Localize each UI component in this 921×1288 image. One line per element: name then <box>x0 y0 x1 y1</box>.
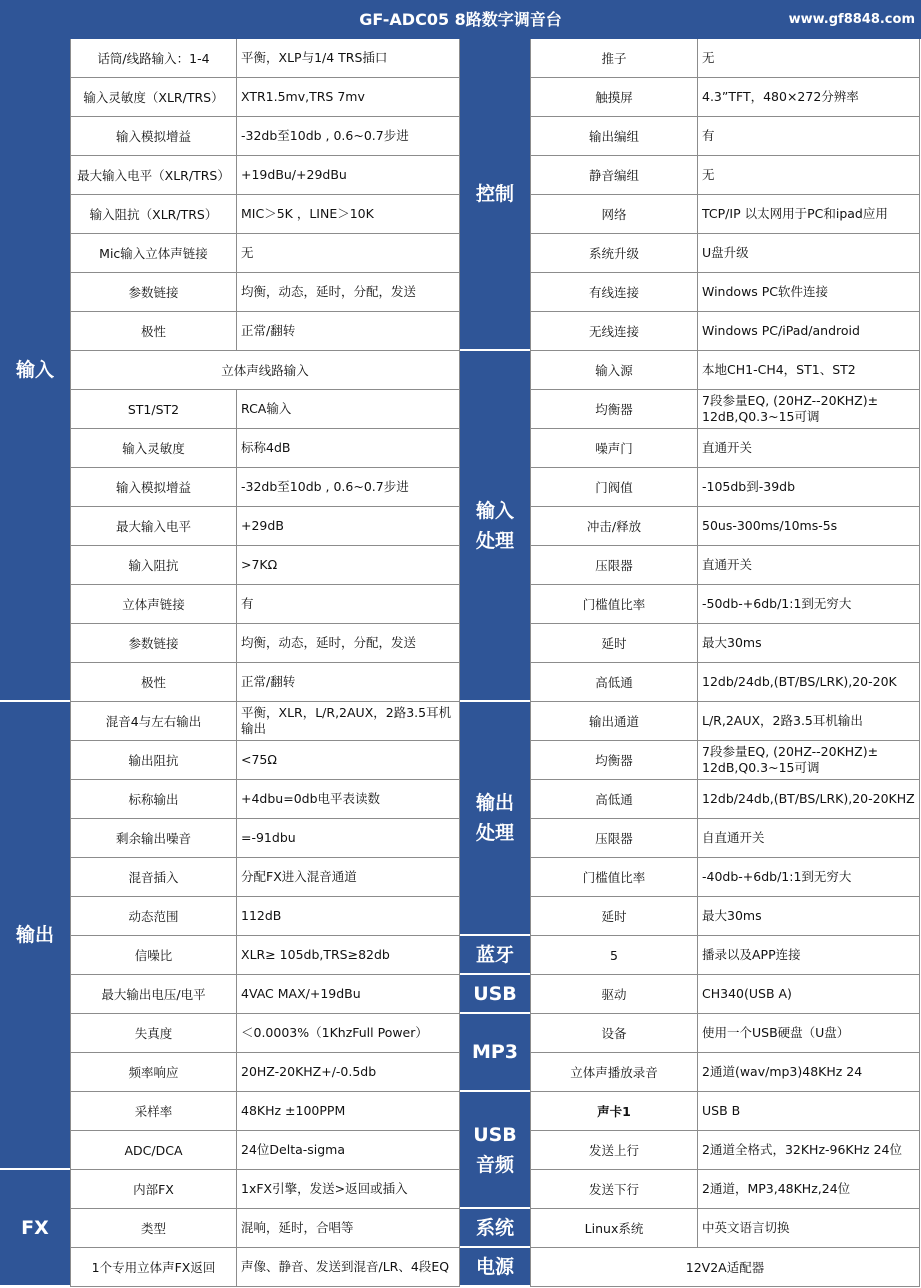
spec-value: 7段参量EQ, (20HZ--20KHZ)± 12dB,Q0.3~15可调 <box>697 390 920 429</box>
spec-value: RCA输入 <box>236 390 460 429</box>
spec-value: TCP/IP 以太网用于PC和ipad应用 <box>697 195 920 234</box>
spec-value: 均衡，动态，延时，分配，发送 <box>236 273 460 312</box>
spec-value: 20HZ-20KHZ+/-0.5db <box>236 1053 460 1092</box>
spec-value: +19dBu/+29dBu <box>236 156 460 195</box>
spec-label: ST1/ST2 <box>70 390 236 429</box>
spec-label: 压限器 <box>530 819 697 858</box>
spec-value: 2通道全格式，32KHz-96KHz 24位 <box>697 1131 920 1170</box>
spec-label: 内部FX <box>70 1170 236 1209</box>
spec-label: 最大输出电压/电平 <box>70 975 236 1014</box>
spec-value: -40db-+6db/1:1到无穷大 <box>697 858 920 897</box>
spec-value: 无 <box>697 156 920 195</box>
section-label: 蓝牙 <box>460 936 530 975</box>
spec-value: -50db-+6db/1:1到无穷大 <box>697 585 920 624</box>
spec-value: 正常/翻转 <box>236 663 460 702</box>
spec-value: XLR≥ 105db,TRS≥82db <box>236 936 460 975</box>
spec-label: 系统升级 <box>530 234 697 273</box>
website-url: www.gf8848.com <box>788 12 915 27</box>
spec-label: 1个专用立体声FX返回 <box>70 1248 236 1287</box>
spec-value: 2通道，MP3,48KHz,24位 <box>697 1170 920 1209</box>
spec-value: 有 <box>697 117 920 156</box>
spec-value: 使用一个USB硬盘（U盘） <box>697 1014 920 1053</box>
spec-label: 立体声链接 <box>70 585 236 624</box>
spec-label: 延时 <box>530 897 697 936</box>
spec-label: 话筒/线路输入：1-4 <box>70 39 236 78</box>
spec-value: <75Ω <box>236 741 460 780</box>
spec-value: 4.3”TFT，480×272分辨率 <box>697 78 920 117</box>
spec-label: 均衡器 <box>530 390 697 429</box>
spec-value: >7KΩ <box>236 546 460 585</box>
spec-label: 高低通 <box>530 663 697 702</box>
spec-value: 直通开关 <box>697 546 920 585</box>
section-label: 输出 <box>0 702 70 1170</box>
spec-label: 驱动 <box>530 975 697 1014</box>
spec-label: 触摸屏 <box>530 78 697 117</box>
spec-label: 噪声门 <box>530 429 697 468</box>
section-label: 输入 处理 <box>460 351 530 702</box>
spec-label: Linux系统 <box>530 1209 697 1248</box>
spec-label: 声卡1 <box>530 1092 697 1131</box>
spec-value: 均衡，动态，延时，分配，发送 <box>236 624 460 663</box>
section-label: 系统 <box>460 1209 530 1248</box>
section-label: 电源 <box>460 1248 530 1287</box>
spec-value: -32db至10db , 0.6~0.7步进 <box>236 117 460 156</box>
spec-label: 均衡器 <box>530 741 697 780</box>
spec-label: 参数链接 <box>70 273 236 312</box>
spec-value: 最大30ms <box>697 897 920 936</box>
spec-label: 混音4与左右输出 <box>70 702 236 741</box>
spec-label: 高低通 <box>530 780 697 819</box>
spec-value: 分配FX进入混音通道 <box>236 858 460 897</box>
spec-value: 平衡，XLP与1/4 TRS插口 <box>236 39 460 78</box>
spec-value: CH340(USB A) <box>697 975 920 1014</box>
spec-label: 输入阻抗 <box>70 546 236 585</box>
spec-label: 设备 <box>530 1014 697 1053</box>
spec-value: 112dB <box>236 897 460 936</box>
spec-label: 延时 <box>530 624 697 663</box>
spec-label: 失真度 <box>70 1014 236 1053</box>
section-label: 控制 <box>460 39 530 351</box>
spec-label: 发送下行 <box>530 1170 697 1209</box>
spec-value: 标称4dB <box>236 429 460 468</box>
spec-value: =-91dbu <box>236 819 460 858</box>
spec-value: Windows PC软件连接 <box>697 273 920 312</box>
spec-span-cell: 12V2A适配器 <box>530 1248 920 1287</box>
spec-value: USB B <box>697 1092 920 1131</box>
spec-value: 1xFX引擎，发送>返回或插入 <box>236 1170 460 1209</box>
spec-value: 48KHz ±100PPM <box>236 1092 460 1131</box>
spec-value: +29dB <box>236 507 460 546</box>
spec-label: 压限器 <box>530 546 697 585</box>
spec-label: 最大输入电平（XLR/TRS） <box>70 156 236 195</box>
spec-label: 立体声播放录音 <box>530 1053 697 1092</box>
spec-value: 正常/翻转 <box>236 312 460 351</box>
spec-value: MIC＞5K ，LINE＞10K <box>236 195 460 234</box>
spec-label: 动态范围 <box>70 897 236 936</box>
spec-value: 平衡，XLR，L/R,2AUX，2路3.5耳机 输出 <box>236 702 460 741</box>
spec-value: 自直通开关 <box>697 819 920 858</box>
spec-value: 12db/24db,(BT/BS/LRK),20-20KHZ <box>697 780 920 819</box>
spec-value: L/R,2AUX，2路3.5耳机输出 <box>697 702 920 741</box>
spec-label: 输出通道 <box>530 702 697 741</box>
spec-value: 12db/24db,(BT/BS/LRK),20-20K <box>697 663 920 702</box>
spec-value: 直通开关 <box>697 429 920 468</box>
spec-value: 本地CH1-CH4，ST1、ST2 <box>697 351 920 390</box>
spec-value: -32db至10db , 0.6~0.7步进 <box>236 468 460 507</box>
spec-value: 50us-300ms/10ms-5s <box>697 507 920 546</box>
spec-label: 采样率 <box>70 1092 236 1131</box>
spec-label: 输入阻抗（XLR/TRS） <box>70 195 236 234</box>
spec-label: 推子 <box>530 39 697 78</box>
spec-value: 播录以及APP连接 <box>697 936 920 975</box>
spec-label: 输入灵敏度（XLR/TRS） <box>70 78 236 117</box>
spec-value: 4VAC MAX/+19dBu <box>236 975 460 1014</box>
spec-label: 剩余输出噪音 <box>70 819 236 858</box>
spec-label: 频率响应 <box>70 1053 236 1092</box>
spec-label: 输入模拟增益 <box>70 468 236 507</box>
spec-label: 输入灵敏度 <box>70 429 236 468</box>
spec-value: 声像、静音、发送到混音/LR、4段EQ <box>236 1248 460 1287</box>
section-label: FX <box>0 1170 70 1287</box>
spec-label: 极性 <box>70 312 236 351</box>
section-label: 输入 <box>0 39 70 702</box>
spec-value: ＜0.0003%（1KhzFull Power） <box>236 1014 460 1053</box>
spec-label: 无线连接 <box>530 312 697 351</box>
spec-value: 中英文语言切换 <box>697 1209 920 1248</box>
spec-label: 发送上行 <box>530 1131 697 1170</box>
spec-value: 7段参量EQ, (20HZ--20KHZ)± 12dB,Q0.3~15可调 <box>697 741 920 780</box>
spec-value: Windows PC/iPad/android <box>697 312 920 351</box>
spec-label: 类型 <box>70 1209 236 1248</box>
section-label: USB 音频 <box>460 1092 530 1209</box>
spec-label: 有线连接 <box>530 273 697 312</box>
spec-value: U盘升级 <box>697 234 920 273</box>
spec-label: 输出阻抗 <box>70 741 236 780</box>
spec-label: 静音编组 <box>530 156 697 195</box>
section-label: USB <box>460 975 530 1014</box>
spec-label: 冲击/释放 <box>530 507 697 546</box>
header-bar <box>0 0 921 39</box>
page-title: GF-ADC05 8路数字调音台 <box>359 10 562 29</box>
spec-value: 无 <box>697 39 920 78</box>
spec-value: -105db到-39db <box>697 468 920 507</box>
spec-label: ADC/DCA <box>70 1131 236 1170</box>
spec-label: 极性 <box>70 663 236 702</box>
spec-value: 有 <box>236 585 460 624</box>
spec-label: 输出编组 <box>530 117 697 156</box>
section-label: MP3 <box>460 1014 530 1092</box>
spec-label: 信噪比 <box>70 936 236 975</box>
spec-label: 参数链接 <box>70 624 236 663</box>
spec-label: 网络 <box>530 195 697 234</box>
spec-value: 混响，延时，合唱等 <box>236 1209 460 1248</box>
spec-label: Mic输入立体声链接 <box>70 234 236 273</box>
spec-value: 24位Delta-sigma <box>236 1131 460 1170</box>
spec-value: 无 <box>236 234 460 273</box>
spec-label: 标称输出 <box>70 780 236 819</box>
spec-value: 最大30ms <box>697 624 920 663</box>
spec-label: 门槛值比率 <box>530 585 697 624</box>
spec-label: 门槛值比率 <box>530 858 697 897</box>
spec-label: 输入模拟增益 <box>70 117 236 156</box>
spec-label: 5 <box>530 936 697 975</box>
spec-span-cell: 立体声线路输入 <box>70 351 460 390</box>
spec-label: 门阀值 <box>530 468 697 507</box>
spec-value: 2通道(wav/mp3)48KHz 24 <box>697 1053 920 1092</box>
spec-value: +4dbu=0db电平表读数 <box>236 780 460 819</box>
section-label: 输出 处理 <box>460 702 530 936</box>
spec-label: 混音插入 <box>70 858 236 897</box>
spec-label: 最大输入电平 <box>70 507 236 546</box>
spec-value: XTR1.5mv,TRS 7mv <box>236 78 460 117</box>
spec-label: 输入源 <box>530 351 697 390</box>
